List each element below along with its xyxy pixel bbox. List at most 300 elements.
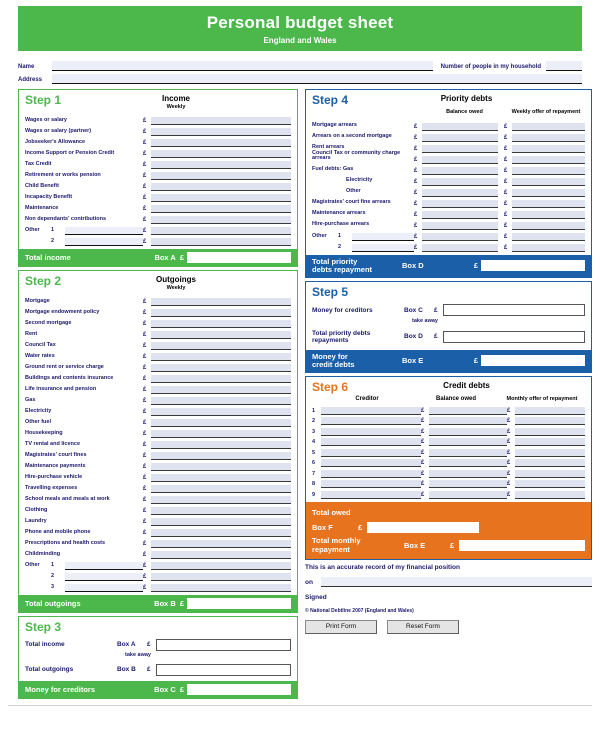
priority-debt-row bbox=[312, 164, 585, 175]
other-row bbox=[25, 581, 291, 592]
other-description-input[interactable] bbox=[65, 584, 143, 592]
currency-symbol: £ bbox=[414, 233, 418, 240]
step6-balance-header: Balance owed bbox=[435, 395, 476, 402]
balance-owed-input[interactable] bbox=[422, 167, 498, 175]
item-input[interactable] bbox=[151, 309, 291, 317]
priority-other-row bbox=[312, 230, 585, 241]
step1-header bbox=[25, 94, 291, 110]
step3-income-label: Total income bbox=[25, 641, 65, 648]
weekly-offer-input[interactable] bbox=[512, 233, 585, 241]
priority-debt-row bbox=[312, 197, 585, 208]
item-row bbox=[25, 306, 291, 317]
other-row-number: 1 bbox=[51, 227, 55, 233]
item-input[interactable] bbox=[151, 419, 291, 427]
item-label: Hire-purchase vehicle bbox=[25, 473, 83, 480]
item-row bbox=[25, 427, 291, 438]
other-row bbox=[25, 224, 291, 235]
other-description-input[interactable] bbox=[65, 562, 143, 570]
other-row-number: 3 bbox=[51, 584, 55, 590]
other-row-number: 1 bbox=[51, 562, 55, 568]
currency-symbol: £ bbox=[414, 123, 418, 130]
item-label: Clothing bbox=[25, 506, 48, 513]
item-label: Ground rent or service charge bbox=[25, 363, 104, 370]
item-label: Non dependants' contributions bbox=[25, 215, 107, 222]
item-row bbox=[25, 114, 291, 125]
balance-owed-input[interactable] bbox=[422, 156, 498, 164]
total-monthly-box-label: Box E bbox=[404, 541, 426, 550]
step4-total-label-line2: debts repayment bbox=[312, 264, 373, 274]
step3-income-input[interactable] bbox=[156, 639, 291, 651]
currency-symbol: £ bbox=[143, 453, 147, 459]
item-row bbox=[25, 416, 291, 427]
currency-symbol: £ bbox=[414, 189, 418, 196]
item-label: School meals and meals at work bbox=[25, 495, 110, 502]
item-input[interactable] bbox=[151, 463, 291, 471]
currency-symbol: £ bbox=[414, 200, 418, 207]
step5-result-box-label: Box E bbox=[402, 356, 424, 365]
item-label: Phone and mobile phone bbox=[25, 528, 91, 535]
currency-symbol: £ bbox=[143, 442, 147, 448]
total-monthly-label bbox=[312, 537, 404, 554]
item-label: Child Benefit bbox=[25, 182, 59, 189]
item-label: Other fuel bbox=[25, 418, 51, 425]
money-for-creditors-currency: £ bbox=[179, 685, 184, 694]
total-owed-row-label bbox=[312, 507, 585, 521]
other-label: Other bbox=[25, 227, 40, 233]
weekly-offer-input[interactable] bbox=[512, 156, 585, 164]
currency-symbol: £ bbox=[143, 140, 147, 146]
step4-item-list bbox=[312, 120, 585, 252]
weekly-offer-input[interactable] bbox=[512, 134, 585, 142]
total-income-input[interactable] bbox=[187, 252, 291, 263]
print-form-button[interactable]: Print Form bbox=[305, 620, 377, 634]
weekly-offer-input[interactable] bbox=[512, 211, 585, 219]
item-input[interactable] bbox=[151, 172, 291, 180]
step3-income-currency: £ bbox=[147, 641, 151, 648]
balance-owed-input[interactable] bbox=[422, 178, 498, 186]
item-input[interactable] bbox=[151, 320, 291, 328]
step4-total-label-line1: Total priority bbox=[312, 256, 358, 266]
currency-symbol: £ bbox=[143, 431, 147, 437]
item-row bbox=[25, 482, 291, 493]
total-outgoings-box-label: Box B bbox=[154, 599, 176, 608]
item-input[interactable] bbox=[151, 430, 291, 438]
item-label: Wages or salary (partner) bbox=[25, 127, 92, 134]
item-row bbox=[25, 328, 291, 339]
item-label: Rent bbox=[25, 330, 38, 337]
monthly-offer-input[interactable] bbox=[515, 417, 585, 425]
currency-symbol: £ bbox=[414, 167, 418, 174]
item-input[interactable] bbox=[151, 342, 291, 350]
item-row bbox=[25, 405, 291, 416]
currency-symbol: £ bbox=[421, 449, 425, 456]
currency-symbol: £ bbox=[507, 460, 511, 466]
step4-total-input[interactable] bbox=[481, 260, 585, 271]
date-input[interactable] bbox=[321, 577, 592, 587]
currency-symbol: £ bbox=[504, 244, 508, 251]
step2-total-bar bbox=[19, 595, 297, 612]
weekly-offer-input[interactable] bbox=[512, 222, 585, 230]
item-label: Mortgage endowment policy bbox=[25, 308, 100, 315]
priority-debt-label: Other bbox=[346, 188, 361, 195]
item-input[interactable] bbox=[151, 353, 291, 361]
currency-symbol: £ bbox=[143, 409, 147, 415]
other-row bbox=[25, 235, 291, 246]
item-row bbox=[25, 191, 291, 202]
other-label bbox=[25, 590, 51, 592]
other-amount-input[interactable] bbox=[151, 562, 291, 570]
credit-balance-owed-input[interactable] bbox=[429, 417, 507, 425]
other-description-input[interactable] bbox=[65, 238, 143, 246]
currency-symbol: £ bbox=[143, 398, 147, 404]
step5-result-input[interactable] bbox=[481, 355, 585, 366]
step1-item-list bbox=[25, 114, 291, 246]
weekly-offer-input[interactable] bbox=[512, 189, 585, 197]
credit-balance-owed-input[interactable] bbox=[429, 480, 507, 488]
currency-symbol: £ bbox=[421, 407, 425, 414]
other-description-input[interactable] bbox=[352, 233, 414, 241]
step5-priority-currency: £ bbox=[434, 333, 438, 340]
item-input[interactable] bbox=[151, 540, 291, 548]
weekly-offer-input[interactable] bbox=[512, 178, 585, 186]
priority-debt-row bbox=[312, 219, 585, 230]
step3-result-bar bbox=[19, 681, 297, 698]
other-row-number: 1 bbox=[338, 232, 342, 239]
currency-symbol: £ bbox=[421, 460, 425, 466]
address-row bbox=[18, 71, 582, 84]
step4-total-bar bbox=[306, 255, 591, 277]
total-owed-row bbox=[312, 521, 585, 535]
currency-symbol: £ bbox=[504, 123, 508, 130]
step4-column-header bbox=[348, 94, 585, 103]
step5-result-label-line2: credit debts bbox=[312, 359, 355, 369]
item-input[interactable] bbox=[151, 194, 291, 202]
monthly-offer-input[interactable] bbox=[515, 480, 585, 488]
total-owed-label: Total owed bbox=[312, 508, 351, 518]
currency-symbol: £ bbox=[143, 332, 147, 338]
item-input[interactable] bbox=[151, 375, 291, 383]
address-input[interactable] bbox=[52, 74, 582, 84]
currency-symbol: £ bbox=[143, 206, 147, 212]
weekly-offer-input[interactable] bbox=[512, 145, 585, 153]
priority-debt-label: Mortgage arrears bbox=[312, 122, 357, 129]
credit-debt-row-number: 5 bbox=[312, 449, 316, 456]
item-row bbox=[25, 515, 291, 526]
priority-debt-label: Council Tax or community charge arrears bbox=[312, 150, 401, 162]
outgoings-period: Weekly bbox=[166, 285, 186, 291]
creditor-name-input[interactable] bbox=[321, 470, 421, 478]
item-input[interactable] bbox=[151, 441, 291, 449]
credit-debt-row bbox=[312, 425, 585, 436]
balance-owed-input[interactable] bbox=[422, 134, 498, 142]
priority-debt-label: Hire-purchase arrears bbox=[312, 221, 370, 228]
step2-header bbox=[25, 275, 291, 291]
step5-creditors-currency: £ bbox=[434, 306, 438, 314]
other-description-input[interactable] bbox=[352, 244, 414, 252]
monthly-offer-input[interactable] bbox=[515, 407, 585, 415]
other-row bbox=[25, 559, 291, 570]
other-amount-input[interactable] bbox=[151, 584, 291, 592]
item-row bbox=[25, 361, 291, 372]
credit-debt-row bbox=[312, 457, 585, 468]
item-input[interactable] bbox=[151, 205, 291, 213]
item-row bbox=[25, 169, 291, 180]
page-masthead bbox=[18, 6, 582, 51]
budget-sheet-page bbox=[8, 6, 592, 724]
currency-symbol: £ bbox=[143, 541, 147, 547]
monthly-offer-input[interactable] bbox=[515, 470, 585, 478]
currency-symbol: £ bbox=[507, 491, 511, 498]
credit-debt-row-number: 7 bbox=[312, 470, 316, 477]
currency-symbol: £ bbox=[507, 407, 511, 414]
credit-balance-owed-input[interactable] bbox=[429, 470, 507, 478]
currency-symbol: £ bbox=[143, 354, 147, 360]
currency-symbol: £ bbox=[143, 486, 147, 492]
step5-row-creditors bbox=[306, 303, 591, 318]
balance-owed-input[interactable] bbox=[422, 200, 498, 208]
other-row bbox=[25, 570, 291, 581]
weekly-offer-input[interactable] bbox=[512, 123, 585, 131]
other-amount-input[interactable] bbox=[151, 238, 291, 246]
creditor-name-input[interactable] bbox=[321, 491, 421, 499]
other-label bbox=[25, 579, 51, 581]
form-columns bbox=[18, 89, 582, 699]
item-input[interactable] bbox=[151, 298, 291, 306]
item-label: Retirement or works pension bbox=[25, 171, 101, 178]
step6-title: Step 6 bbox=[312, 379, 349, 394]
credit-debt-row bbox=[312, 488, 585, 499]
item-input[interactable] bbox=[151, 551, 291, 559]
credit-balance-owed-input[interactable] bbox=[429, 428, 507, 436]
credit-balance-owed-input[interactable] bbox=[429, 449, 507, 457]
monthly-offer-input[interactable] bbox=[515, 459, 585, 467]
item-input[interactable] bbox=[151, 128, 291, 136]
item-label: Mortgage bbox=[25, 297, 50, 304]
step6-header bbox=[312, 381, 585, 394]
creditor-name-input[interactable] bbox=[321, 459, 421, 467]
money-for-creditors-input[interactable] bbox=[187, 684, 291, 695]
credit-balance-owed-input[interactable] bbox=[429, 459, 507, 467]
weekly-offer-input[interactable] bbox=[512, 244, 585, 252]
on-label: on bbox=[305, 578, 313, 586]
currency-symbol: £ bbox=[504, 145, 508, 152]
item-input[interactable] bbox=[151, 183, 291, 191]
money-for-creditors-label: Money for creditors bbox=[25, 684, 96, 694]
monthly-offer-input[interactable] bbox=[515, 491, 585, 499]
priority-debt-row bbox=[312, 150, 585, 164]
currency-symbol: £ bbox=[504, 178, 508, 185]
signed-label: Signed bbox=[305, 593, 327, 601]
creditor-name-input[interactable] bbox=[321, 449, 421, 457]
currency-symbol: £ bbox=[504, 200, 508, 207]
currency-symbol: £ bbox=[414, 222, 418, 229]
credit-balance-owed-input[interactable] bbox=[429, 491, 507, 499]
monthly-offer-input[interactable] bbox=[515, 428, 585, 436]
item-input[interactable] bbox=[151, 397, 291, 405]
credit-debt-row-number: 6 bbox=[312, 460, 316, 466]
step5-priority-input[interactable] bbox=[443, 331, 585, 343]
item-row bbox=[25, 526, 291, 537]
step6-row-list bbox=[312, 404, 585, 499]
step3-outgoings-input[interactable] bbox=[156, 664, 291, 676]
priority-debt-row bbox=[312, 120, 585, 131]
total-outgoings-input[interactable] bbox=[187, 598, 291, 609]
address-label: Address bbox=[18, 77, 43, 83]
form-buttons bbox=[305, 620, 592, 634]
item-input[interactable] bbox=[151, 364, 291, 372]
item-row bbox=[25, 158, 291, 169]
creditor-name-input[interactable] bbox=[321, 417, 421, 425]
step2-column-header bbox=[61, 275, 291, 291]
currency-symbol: £ bbox=[414, 178, 418, 185]
other-amount-input[interactable] bbox=[151, 573, 291, 581]
currency-symbol: £ bbox=[143, 464, 147, 470]
total-income-box-label: Box A bbox=[154, 253, 176, 262]
item-row bbox=[25, 504, 291, 515]
step3-title: Step 3 bbox=[25, 620, 62, 634]
priority-debt-row bbox=[312, 186, 585, 197]
item-input[interactable] bbox=[151, 474, 291, 482]
step5-result-bar bbox=[306, 350, 591, 372]
monthly-offer-input[interactable] bbox=[515, 438, 585, 446]
currency-symbol: £ bbox=[421, 481, 425, 487]
balance-owed-input[interactable] bbox=[422, 145, 498, 153]
weekly-offer-input[interactable] bbox=[512, 200, 585, 208]
identity-block bbox=[18, 58, 582, 84]
item-input[interactable] bbox=[151, 507, 291, 515]
name-input[interactable] bbox=[52, 61, 433, 71]
item-input[interactable] bbox=[151, 331, 291, 339]
item-label: Council Tax bbox=[25, 341, 56, 348]
credit-debt-row bbox=[312, 467, 585, 478]
total-monthly-input[interactable] bbox=[459, 540, 585, 551]
credit-balance-owed-input[interactable] bbox=[429, 438, 507, 446]
declaration-date-row bbox=[305, 574, 592, 587]
item-row bbox=[25, 537, 291, 548]
other-description-input[interactable] bbox=[65, 227, 143, 235]
currency-symbol: £ bbox=[143, 585, 147, 591]
currency-symbol: £ bbox=[143, 519, 147, 525]
item-input[interactable] bbox=[151, 150, 291, 158]
balance-owed-input[interactable] bbox=[422, 233, 498, 241]
currency-symbol: £ bbox=[414, 156, 418, 163]
item-label: Gas bbox=[25, 396, 36, 403]
balance-owed-input[interactable] bbox=[422, 222, 498, 230]
credit-debt-row bbox=[312, 478, 585, 489]
credit-balance-owed-input[interactable] bbox=[429, 407, 507, 415]
step4-panel bbox=[305, 89, 592, 278]
total-owed-input[interactable] bbox=[367, 522, 479, 533]
currency-symbol: £ bbox=[143, 129, 147, 135]
balance-owed-input[interactable] bbox=[422, 211, 498, 219]
currency-symbol: £ bbox=[414, 211, 418, 218]
creditor-name-input[interactable] bbox=[321, 480, 421, 488]
item-input[interactable] bbox=[151, 161, 291, 169]
currency-symbol: £ bbox=[143, 365, 147, 371]
currency-symbol: £ bbox=[414, 145, 418, 152]
other-description-input[interactable] bbox=[65, 573, 143, 581]
priority-debt-label: Rent arrears bbox=[312, 144, 345, 151]
step5-creditors-box-label: Box C bbox=[404, 306, 423, 314]
balance-owed-input[interactable] bbox=[422, 244, 498, 252]
currency-symbol: £ bbox=[507, 449, 511, 456]
item-input[interactable] bbox=[151, 117, 291, 125]
item-input[interactable] bbox=[151, 496, 291, 504]
currency-symbol: £ bbox=[143, 563, 147, 569]
item-input[interactable] bbox=[151, 408, 291, 416]
page-subtitle: England and Wales bbox=[263, 36, 337, 45]
other-row-number: 2 bbox=[51, 238, 55, 244]
item-input[interactable] bbox=[151, 518, 291, 526]
step4-total-currency: £ bbox=[473, 261, 478, 270]
step5-creditors-input[interactable] bbox=[443, 304, 585, 316]
credit-debt-row bbox=[312, 436, 585, 447]
total-owed-currency: £ bbox=[358, 523, 363, 532]
step5-result-label bbox=[312, 353, 402, 369]
currency-symbol: £ bbox=[421, 470, 425, 477]
item-input[interactable] bbox=[151, 529, 291, 537]
step5-title: Step 5 bbox=[312, 284, 349, 299]
currency-symbol: £ bbox=[143, 217, 147, 223]
item-input[interactable] bbox=[151, 139, 291, 147]
item-row bbox=[25, 372, 291, 383]
step1-total-bar bbox=[19, 249, 297, 266]
monthly-offer-input[interactable] bbox=[515, 449, 585, 457]
step4-title: Step 4 bbox=[312, 93, 349, 107]
currency-symbol: £ bbox=[507, 428, 511, 435]
priority-debt-label: Electricity bbox=[346, 177, 373, 184]
item-label: Maintenance payments bbox=[25, 462, 86, 469]
currency-symbol: £ bbox=[421, 428, 425, 435]
currency-symbol: £ bbox=[143, 184, 147, 190]
step3-panel bbox=[18, 616, 298, 699]
creditor-name-input[interactable] bbox=[321, 438, 421, 446]
creditor-name-input[interactable] bbox=[321, 428, 421, 436]
household-input[interactable] bbox=[546, 61, 582, 71]
step3-outgoings-label: Total outgoings bbox=[25, 666, 74, 673]
item-row bbox=[25, 471, 291, 482]
name-row bbox=[18, 58, 582, 71]
item-input[interactable] bbox=[151, 452, 291, 460]
item-row bbox=[25, 317, 291, 328]
step2-title: Step 2 bbox=[25, 274, 62, 288]
item-label: Travelling expenses bbox=[25, 484, 78, 491]
other-label bbox=[25, 244, 51, 246]
step3-outgoings-currency: £ bbox=[147, 666, 151, 673]
weekly-offer-input[interactable] bbox=[512, 167, 585, 175]
income-period: Weekly bbox=[166, 104, 186, 110]
other-amount-input[interactable] bbox=[151, 227, 291, 235]
credit-debt-row-number: 3 bbox=[312, 428, 316, 435]
reset-form-button[interactable]: Reset Form bbox=[387, 620, 459, 634]
balance-owed-input[interactable] bbox=[422, 123, 498, 131]
creditor-name-input[interactable] bbox=[321, 407, 421, 415]
step3-row-income bbox=[19, 637, 297, 652]
item-input[interactable] bbox=[151, 386, 291, 394]
item-input[interactable] bbox=[151, 216, 291, 224]
step4-subheaders bbox=[312, 109, 585, 116]
currency-symbol: £ bbox=[504, 156, 508, 163]
balance-owed-input[interactable] bbox=[422, 189, 498, 197]
income-heading: Income bbox=[162, 94, 191, 103]
item-label: Tax Credit bbox=[25, 160, 52, 167]
currency-symbol: £ bbox=[507, 418, 511, 424]
item-label: Magistrates' court fines bbox=[25, 451, 87, 458]
item-input[interactable] bbox=[151, 485, 291, 493]
item-label: TV rental and licence bbox=[25, 440, 81, 447]
currency-symbol: £ bbox=[143, 508, 147, 514]
currency-symbol: £ bbox=[143, 321, 147, 327]
